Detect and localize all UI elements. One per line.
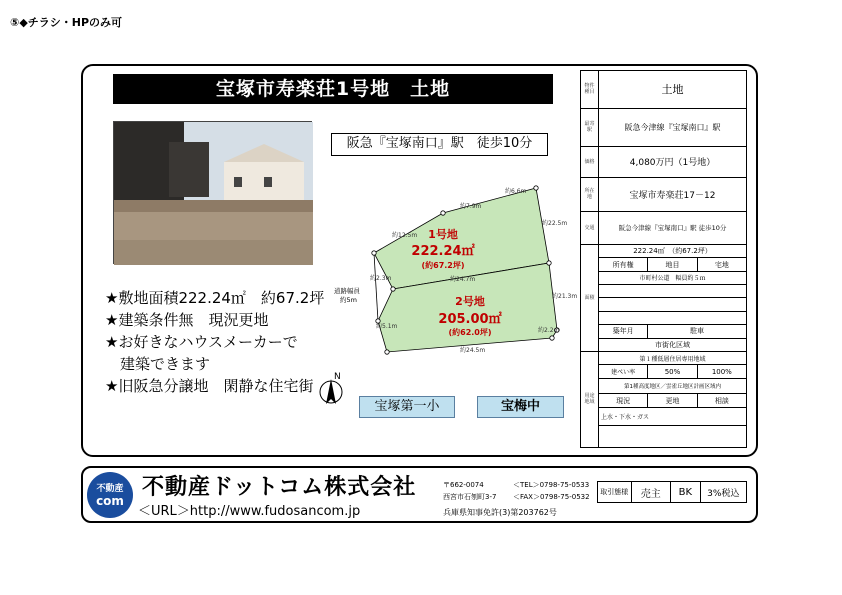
spec-road: 市町村公道 幅員約５ｍ: [599, 271, 747, 284]
north-label: N: [334, 372, 341, 382]
dim-top-right: 約6.6m: [505, 188, 527, 195]
spec-label-land: 面積: [581, 244, 599, 351]
feature-condition: ★建築条件無 現況更地: [105, 311, 269, 329]
spec-other-law: 第1種高度地区／雲雀丘地区計画区域内: [599, 378, 747, 394]
lot-1-area: 222.24㎡: [411, 244, 475, 259]
logo-text-top: 不動産: [96, 484, 124, 494]
spec-access: 阪急今津線『宝塚南口』駅 徒歩10分: [599, 211, 747, 244]
listing-title: 宝塚市寿楽荘1号地 土地: [113, 74, 553, 104]
dim-left-upper: 約12.5m: [392, 232, 418, 239]
school-junior-high: 宝梅中: [477, 396, 564, 418]
dim-right-lower: 約21.3m: [552, 293, 578, 300]
spec-bcr: 50%: [648, 365, 697, 378]
feature-area: ★敷地面積222.24㎡ 約67.2坪: [105, 289, 325, 307]
feature-housemaker: ★お好きなハウスメーカーで: [105, 333, 298, 351]
company-url[interactable]: ＜URL＞http://www.fudosancom.jp: [138, 504, 361, 519]
spec-label-location: 所在地: [581, 178, 599, 211]
trade-info: [597, 481, 747, 503]
company-name: 不動産ドットコム株式会社: [142, 475, 417, 500]
dim-bottom: 約24.5m: [460, 347, 486, 354]
spec-parking-label: 駐車: [648, 325, 747, 338]
spec-label-access: 交通: [581, 211, 599, 244]
spec-table: [580, 70, 747, 448]
spec-facilities: 上水・下水・ガス: [599, 407, 747, 425]
lot-1-name: 1号地: [428, 228, 458, 241]
road-width-value: 約5m: [340, 296, 357, 304]
company-tel: ＜TEL＞0798-75-0533: [513, 481, 590, 489]
spec-far: 100%: [697, 365, 746, 378]
dim-left-mid: 約2.3m: [370, 275, 392, 282]
dim-left-lower: 約5.1m: [376, 323, 398, 330]
spec-rights-1: 所有権: [599, 258, 648, 271]
company-logo: [87, 472, 133, 518]
spec-rights-3: 宅地: [697, 258, 746, 271]
lot-1-tsubo: (約67.2坪): [421, 261, 465, 270]
company-fax: ＜FAX＞0798-75-0532: [513, 493, 590, 501]
trade-fee: 3%税込: [707, 488, 740, 499]
dim-right-upper: 約22.5m: [542, 220, 568, 227]
spec-current: 更地: [648, 394, 697, 407]
company-license: 兵庫県知事免許(3)第203762号: [443, 508, 557, 517]
dim-top-left: 約7.9m: [460, 203, 482, 210]
spec-remarks: [599, 425, 747, 447]
spec-type: 土地: [599, 71, 747, 109]
dim-middle: 約24.7m: [450, 276, 476, 283]
trade-label: 取引態様: [598, 482, 632, 502]
dim-corner: 約2.2m: [538, 327, 560, 334]
compass-icon: [316, 370, 346, 412]
spec-city-plan: 市街化区域: [599, 338, 747, 351]
feature-area-type: ★旧阪急分譲地 閑静な住宅街: [105, 377, 314, 395]
spec-location: 宝塚市寿楽荘17－12: [599, 178, 747, 211]
company-postal: 〒662-0074: [443, 481, 484, 489]
lot-2-tsubo: (約62.0坪): [448, 328, 492, 337]
spec-price: 4,080万円（1号地）: [599, 146, 747, 177]
spec-status: [599, 298, 747, 311]
spec-delivery: [599, 285, 747, 298]
trade-code: BK: [671, 482, 701, 502]
spec-label-station: 最寄駅: [581, 108, 599, 146]
trade-type: 売主: [632, 482, 671, 502]
spec-current-label: 現況: [599, 394, 648, 407]
spec-bcr-label: 建ぺい率: [599, 365, 648, 378]
site-plan: [320, 180, 578, 380]
spec-year-label: 築年月: [599, 325, 648, 338]
spec-handover: 相談: [697, 394, 746, 407]
spec-blank-row: [599, 311, 747, 324]
spec-zoning: 第１種低層住居専用地域: [599, 351, 747, 364]
header-note: ⑤◆チラシ・HPのみ可: [10, 16, 123, 29]
school-elementary: 宝塚第一小: [359, 396, 455, 418]
property-photo: [113, 121, 312, 264]
feature-build: 建築できます: [105, 355, 211, 373]
road-width-label: 道路幅員: [334, 287, 360, 295]
station-access: 阪急『宝塚南口』駅 徒歩10分: [331, 133, 548, 156]
spec-station: 阪急今津線『宝塚南口』駅: [599, 108, 747, 146]
spec-rights-2: 地目: [648, 258, 697, 271]
lot-2-name: 2号地: [455, 295, 485, 308]
spec-label-law: 用途地域: [581, 351, 599, 447]
spec-label-price: 価格: [581, 146, 599, 177]
company-address: 西宮市石刎町3-7: [443, 493, 497, 501]
lot-2-area: 205.00㎡: [438, 312, 502, 327]
logo-text-bottom: com: [96, 494, 124, 508]
spec-label-type: 物件種目: [581, 71, 599, 109]
spec-area: 222.24㎡ （約67.2坪）: [599, 244, 747, 257]
